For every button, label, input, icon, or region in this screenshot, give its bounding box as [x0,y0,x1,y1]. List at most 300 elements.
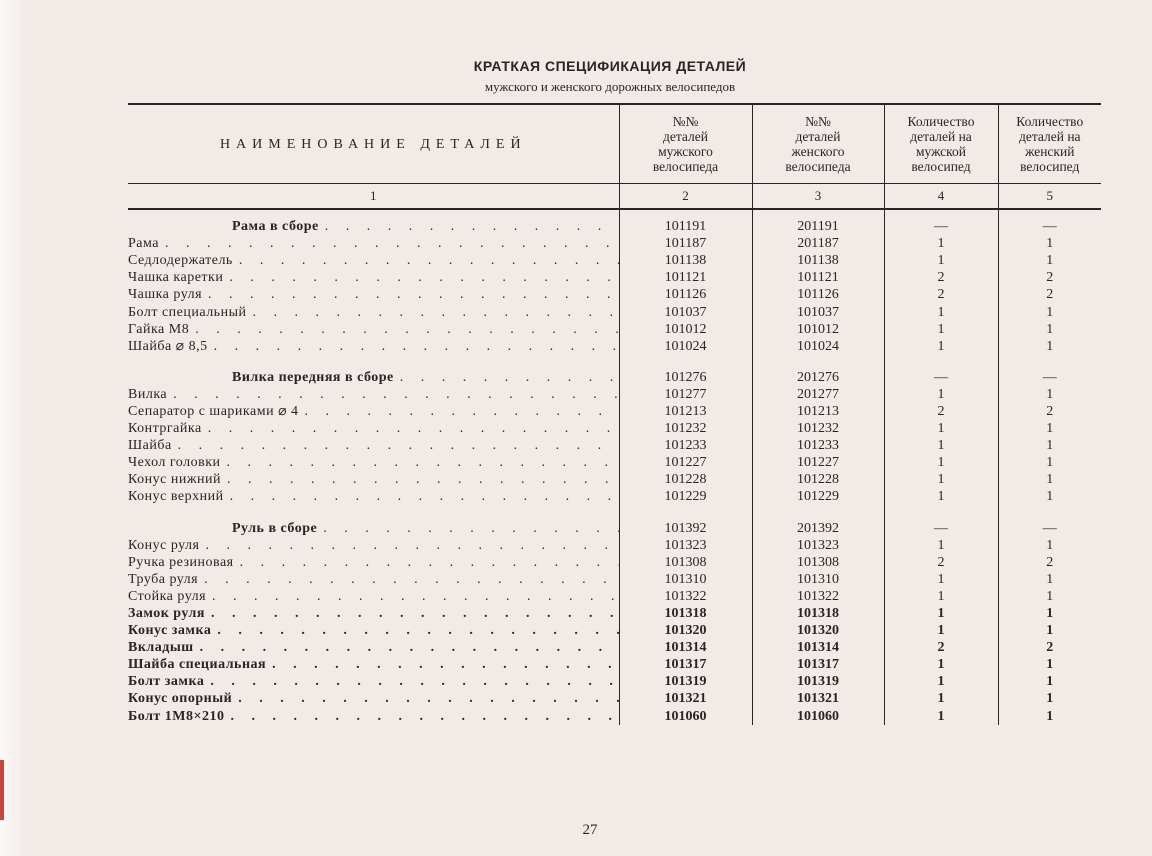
table-row [128,303,1101,320]
part-name-wrap [128,304,619,321]
male-part-number: 101229 [619,488,752,505]
male-part-number: 101024 [619,338,752,355]
female-quantity: 2 [998,639,1101,656]
part-name-wrap [128,571,619,588]
table-row [128,639,1101,656]
table-row [128,571,1101,588]
part-name-wrap [128,420,619,437]
female-quantity: 2 [998,286,1101,303]
part-name: Стойка руля [128,588,207,604]
header-male-number-line: мужского [658,144,713,159]
header-male-quantity-line: Количество [907,114,975,129]
part-name-cell [128,403,619,420]
male-part-number: 101277 [619,386,752,403]
part-name-cell [128,690,619,707]
male-quantity: 2 [884,639,998,656]
male-quantity: — [884,369,998,386]
table-row [128,656,1101,673]
part-name-cell [128,708,619,725]
female-part-number: 101308 [752,554,884,571]
table-row [128,554,1101,571]
male-part-number: 101228 [619,471,752,488]
spacer-cell [884,355,998,369]
female-quantity: 1 [998,690,1101,707]
header-male-quantity [884,104,998,184]
table-row [128,386,1101,403]
female-part-number: 201187 [752,235,884,252]
female-quantity: 2 [998,403,1101,420]
male-quantity: 2 [884,554,998,571]
spacer-cell [998,209,1101,218]
spacer-row [128,506,1101,520]
table-row [128,708,1101,725]
female-part-number: 101321 [752,690,884,707]
male-part-number: 101012 [619,321,752,338]
dot-leader [172,437,619,454]
part-name: Чашка каретки [128,270,224,286]
part-name-cell [128,605,619,622]
female-quantity: 1 [998,588,1101,605]
part-name-wrap [128,269,619,286]
female-part-number: 101229 [752,488,884,505]
part-name-cell [128,218,619,235]
spacer-cell [884,506,998,520]
header-female-quantity-line: женский [1025,144,1075,159]
spec-table [128,103,1101,725]
male-quantity: 1 [884,537,998,554]
male-part-number: 101138 [619,252,752,269]
part-name-wrap [128,488,619,505]
table-row [128,454,1101,471]
part-name: Болт 1М8×210 [128,708,225,724]
male-quantity: 1 [884,690,998,707]
female-quantity: 1 [998,321,1101,338]
part-name: Рама в сборе [232,219,319,235]
part-name: Шайба [128,438,172,454]
male-part-number: 101310 [619,571,752,588]
part-name: Болт замка [128,674,205,690]
part-name-cell [128,338,619,355]
header-male-number [619,104,752,184]
part-name-cell [128,673,619,690]
male-part-number: 101314 [619,639,752,656]
part-name-cell [128,369,619,386]
male-part-number: 101213 [619,403,752,420]
header-female-quantity-line: Количество [1016,114,1084,129]
table-row [128,537,1101,554]
female-part-number: 101213 [752,403,884,420]
female-part-number: 101317 [752,656,884,673]
table-row [128,488,1101,505]
column-number: 5 [998,184,1101,210]
male-quantity: 2 [884,403,998,420]
female-quantity: — [998,369,1101,386]
part-name: Конус опорный [128,691,233,707]
dot-leader [221,454,619,471]
male-quantity: 1 [884,386,998,403]
female-quantity: 2 [998,269,1101,286]
male-quantity: 1 [884,673,998,690]
part-name-cell [128,386,619,403]
spacer-cell [619,209,752,218]
spacer-cell [128,209,619,218]
part-name-wrap [128,605,619,622]
column-number: 2 [619,184,752,210]
part-name-cell [128,303,619,320]
female-part-number: 201191 [752,218,884,235]
table-row [128,588,1101,605]
female-part-number: 201392 [752,520,884,537]
part-name-cell [128,639,619,656]
male-part-number: 101233 [619,437,752,454]
part-name-wrap [128,386,619,403]
page-subtitle: мужского и женского дорожных велосипедов [484,79,736,94]
header-male-quantity-line: мужской [915,144,967,159]
dot-leader [224,488,619,505]
male-part-number: 101227 [619,454,752,471]
part-name: Сепаратор с шариками ⌀ 4 [128,403,299,419]
part-name: Труба руля [128,571,199,587]
male-quantity: 1 [884,252,998,269]
page-edge [0,0,22,856]
male-quantity: 1 [884,321,998,338]
table-row [128,420,1101,437]
dot-leader [202,420,619,437]
dot-leader [319,218,619,235]
male-part-number: 101323 [619,537,752,554]
part-name-cell [128,252,619,269]
part-name-wrap [128,437,619,454]
table-row [128,235,1101,252]
header-female-quantity [998,104,1101,184]
male-part-number: 101308 [619,554,752,571]
spacer-cell [752,355,884,369]
part-name: Гайка М8 [128,321,190,337]
header-female-number-line: женского [791,144,845,159]
male-quantity: 1 [884,656,998,673]
female-part-number: 101320 [752,622,884,639]
dot-leader [159,235,619,252]
part-name-cell [128,656,619,673]
part-name: Шайба ⌀ 8,5 [128,338,208,354]
male-quantity: 2 [884,286,998,303]
part-name: Чашка руля [128,287,203,303]
dot-leader [232,690,618,707]
part-name-wrap [128,403,619,420]
spacer-row [128,355,1101,369]
female-part-number: 101037 [752,303,884,320]
female-part-number: 201276 [752,369,884,386]
male-part-number: 101322 [619,588,752,605]
part-name: Вкладыш [128,640,194,656]
table-row [128,321,1101,338]
dot-leader [233,252,619,269]
page-title: КРАТКАЯ СПЕЦИФИКАЦИЯ ДЕТАЛЕЙ [473,58,747,74]
part-name-wrap [128,252,619,269]
table-row [128,252,1101,269]
female-part-number: 101233 [752,437,884,454]
spacer-cell [884,209,998,218]
part-name-wrap [128,690,619,707]
part-name-cell [128,588,619,605]
male-part-number: 101317 [619,656,752,673]
part-name: Замок руля [128,606,205,622]
part-name-cell [128,471,619,488]
part-name-cell [128,488,619,505]
part-name-cell [128,537,619,554]
part-name: Контргайка [128,421,202,437]
female-part-number: 101323 [752,537,884,554]
male-quantity: 1 [884,235,998,252]
male-quantity: 1 [884,338,998,355]
male-part-number: 101320 [619,622,752,639]
female-part-number: 101310 [752,571,884,588]
dot-leader [211,622,618,639]
part-name-wrap [128,708,619,725]
header-part-name: НАИМЕНОВАНИЕ ДЕТАЛЕЙ [128,104,619,184]
female-quantity: 1 [998,338,1101,355]
female-part-number: 101228 [752,471,884,488]
female-quantity: 1 [998,420,1101,437]
part-name: Шайба специальная [128,657,267,673]
male-quantity: 1 [884,605,998,622]
spacer-cell [998,355,1101,369]
table-row [128,605,1101,622]
male-quantity: 1 [884,588,998,605]
page-number: 27 [582,822,598,838]
male-quantity: 1 [884,454,998,471]
part-name: Конус нижний [128,472,221,488]
male-part-number: 101232 [619,420,752,437]
part-name-cell [128,454,619,471]
part-name-cell [128,520,619,537]
female-quantity: 1 [998,488,1101,505]
part-name-cell [128,235,619,252]
header-female-quantity-line: велосипед [1020,159,1080,174]
male-quantity: 1 [884,471,998,488]
dot-leader [299,403,619,420]
spacer-cell [998,506,1101,520]
part-name-wrap [128,321,619,338]
table-row [128,673,1101,690]
part-name-cell [128,554,619,571]
dot-leader [317,520,618,537]
dot-leader [194,639,619,656]
dot-leader [202,286,618,303]
part-name-wrap [128,673,619,690]
part-name-wrap [128,471,619,488]
part-name-cell [128,321,619,338]
male-part-number: 101319 [619,673,752,690]
spacer-cell [128,506,619,520]
dot-leader [167,386,618,403]
assembly-row [128,218,1101,235]
female-part-number: 101024 [752,338,884,355]
female-quantity: 1 [998,437,1101,454]
dot-leader [266,656,618,673]
male-quantity: 1 [884,437,998,454]
column-number-row [128,184,1101,210]
male-part-number: 101321 [619,690,752,707]
female-part-number: 201277 [752,386,884,403]
part-name-cell [128,622,619,639]
male-quantity: 1 [884,622,998,639]
part-name: Конус замка [128,623,212,639]
female-quantity: 1 [998,605,1101,622]
male-part-number: 101187 [619,235,752,252]
spacer-cell [752,506,884,520]
male-part-number: 101060 [619,708,752,725]
female-part-number: 101322 [752,588,884,605]
female-part-number: 101227 [752,454,884,471]
spec-table-body [128,209,1101,725]
spacer-cell [619,355,752,369]
part-name-wrap [128,218,619,235]
assembly-row [128,369,1101,386]
part-name-wrap [128,588,619,605]
part-name-wrap [128,656,619,673]
part-name-wrap [128,286,619,303]
female-part-number: 101126 [752,286,884,303]
female-quantity: 1 [998,708,1101,725]
part-name-wrap [128,554,619,571]
male-part-number: 101121 [619,269,752,286]
male-part-number: 101037 [619,303,752,320]
male-quantity: — [884,520,998,537]
header-male-quantity-line: велосипед [911,159,971,174]
male-quantity: 1 [884,420,998,437]
table-row [128,690,1101,707]
part-name-cell [128,286,619,303]
part-name-cell [128,437,619,454]
male-part-number: 101126 [619,286,752,303]
part-name-wrap [128,235,619,252]
dot-leader [234,554,619,571]
assembly-row [128,520,1101,537]
spacer-cell [128,355,619,369]
table-row [128,622,1101,639]
table-row [128,338,1101,355]
dot-leader [221,471,619,488]
male-quantity: 1 [884,571,998,588]
column-number: 4 [884,184,998,210]
female-part-number: 101138 [752,252,884,269]
spacer-cell [619,506,752,520]
male-quantity: 2 [884,269,998,286]
female-part-number: 101121 [752,269,884,286]
part-name: Конус руля [128,537,200,553]
female-quantity: 1 [998,235,1101,252]
part-name: Руль в сборе [232,520,318,536]
male-part-number: 101392 [619,520,752,537]
female-quantity: 1 [998,622,1101,639]
column-number: 3 [752,184,884,210]
table-row [128,269,1101,286]
table-row [128,437,1101,454]
male-quantity: 1 [884,303,998,320]
spacer-cell [752,209,884,218]
header-male-number-line: деталей [663,129,708,144]
header-female-number-line: велосипеда [785,159,851,174]
part-name-wrap [128,622,619,639]
column-number: 1 [128,184,619,210]
dot-leader [198,571,618,588]
part-name: Вилка передняя в сборе [232,369,394,385]
part-name: Конус верхний [128,489,224,505]
female-quantity: 1 [998,471,1101,488]
dot-leader [204,673,618,690]
female-part-number: 101232 [752,420,884,437]
header-female-number [752,104,884,184]
table-row [128,471,1101,488]
header-male-quantity-line: деталей на [910,129,972,144]
dot-leader [199,537,618,554]
female-part-number: 101318 [752,605,884,622]
dot-leader [246,304,618,321]
female-part-number: 101314 [752,639,884,656]
dot-leader [205,605,619,622]
part-name-wrap [128,639,619,656]
female-part-number: 101012 [752,321,884,338]
male-part-number: 101318 [619,605,752,622]
female-quantity: 1 [998,673,1101,690]
female-quantity: 1 [998,252,1101,269]
part-name-wrap [128,537,619,554]
table-header-row [128,104,1101,184]
female-part-number: 101319 [752,673,884,690]
part-name: Седлодержатель [128,253,233,269]
male-part-number: 101191 [619,218,752,235]
female-quantity: 1 [998,303,1101,320]
part-name: Рама [128,236,159,252]
header-male-number-line: №№ [672,114,699,129]
part-name-cell [128,420,619,437]
part-name-wrap [128,454,619,471]
header-female-number-line: №№ [805,114,831,129]
female-quantity: — [998,218,1101,235]
part-name-wrap [128,520,619,537]
part-name: Вилка [128,386,168,402]
female-quantity: — [998,520,1101,537]
part-name-wrap [128,338,619,355]
header-female-quantity-line: деталей на [1018,129,1081,144]
female-quantity: 1 [998,537,1101,554]
female-quantity: 1 [998,571,1101,588]
dot-leader [208,338,619,355]
female-quantity: 1 [998,386,1101,403]
table-row [128,403,1101,420]
male-quantity: — [884,218,998,235]
female-quantity: 1 [998,454,1101,471]
male-part-number: 101276 [619,369,752,386]
male-quantity: 1 [884,488,998,505]
dot-leader [225,708,619,725]
male-quantity: 1 [884,708,998,725]
dot-leader [223,269,618,286]
dot-leader [206,588,618,605]
table-row [128,286,1101,303]
female-quantity: 2 [998,554,1101,571]
header-male-number-line: велосипеда [652,159,719,174]
part-name: Чехол головки [128,455,221,471]
spacer-row [128,209,1101,218]
dot-leader [394,369,619,386]
dot-leader [189,321,618,338]
part-name: Болт специальный [128,304,247,320]
part-name-cell [128,269,619,286]
female-part-number: 101060 [752,708,884,725]
header-female-number-line: деталей [795,129,841,144]
